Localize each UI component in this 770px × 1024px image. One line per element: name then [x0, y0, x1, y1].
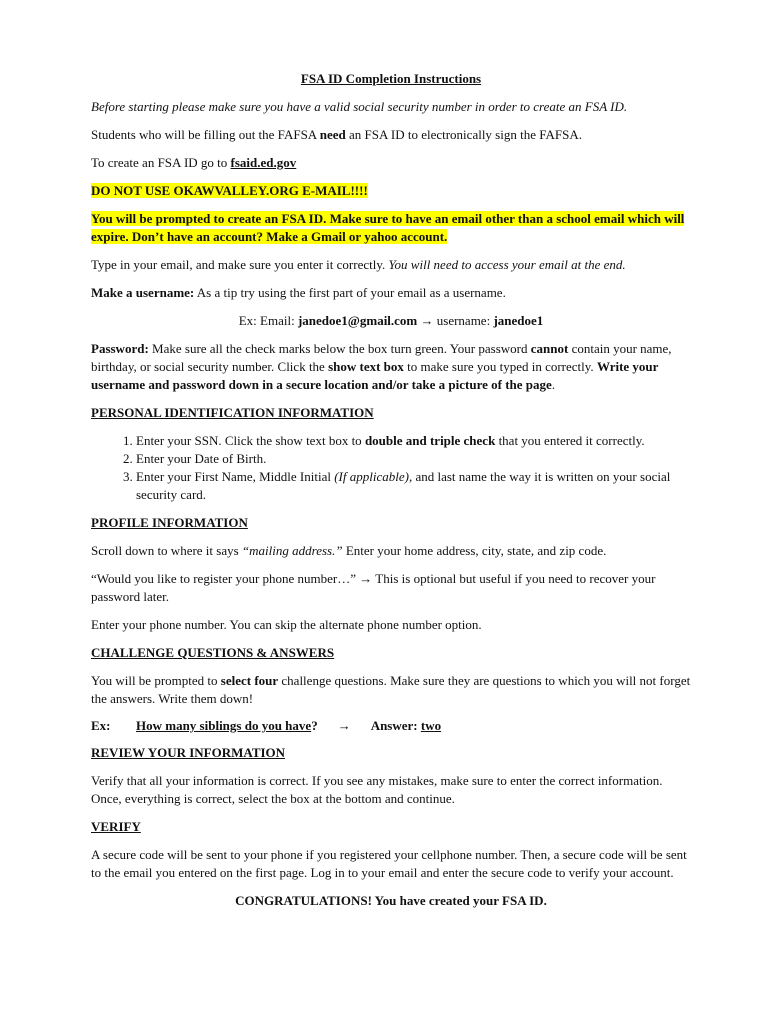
username-text: As a tip try using the first part of your email as a username. — [194, 285, 506, 300]
list-item: 2. Enter your Date of Birth. — [136, 450, 691, 468]
password-paragraph — [91, 340, 691, 394]
example-email: janedoe1@gmail.com — [297, 313, 418, 328]
example-paragraph — [91, 312, 691, 330]
password-text-2: contain your name, birthday, or social security number. Click the — [91, 341, 672, 374]
warning-create-paragraph — [91, 210, 691, 246]
example-answer-label: Answer: — [370, 718, 421, 733]
personal-list — [91, 432, 691, 504]
verify-paragraph: A secure code will be sent to your phone if you registered your cellphone number. Then, a secure code will be sent to the email you entered on the first page. Log in to your email and enter the secure code to verify your account. — [91, 847, 687, 880]
email-text: Type in your email, and make sure you enter it correctly. — [91, 257, 389, 272]
students-text-end: an FSA ID to electronically sign the FAFSA. — [345, 127, 582, 142]
password-end: . — [551, 377, 556, 392]
if-applicable-note: (If applicable) — [334, 469, 409, 484]
double-check-emphasis: double and triple check — [364, 433, 496, 448]
congratulations-line: CONGRATULATIONS! You have created your FSA ID. — [235, 893, 547, 908]
item1-text: Enter your SSN. Click the show text box to — [136, 433, 365, 448]
password-text-1: Make sure all the check marks below the box turn green. Your password — [148, 341, 531, 356]
example-prefix: Ex: Email: — [238, 313, 298, 328]
email-paragraph — [91, 256, 691, 274]
password-label: Password: — [91, 341, 149, 356]
warning-create-account: You will be prompted to create an FSA ID. Make sure to have an email other than a school email which will expire. Don’t have an account? Make a Gmail or yahoo account. — [91, 211, 685, 244]
challenge-example — [91, 718, 691, 734]
username-label: Make a username: — [91, 285, 195, 300]
enter-phone-paragraph: Enter your phone number. You can skip the alternate phone number option. — [91, 617, 482, 632]
scroll-text-end: Enter your home address, city, state, and zip code. — [342, 543, 607, 558]
example-label: Ex: — [91, 718, 111, 733]
item3-text: Enter your First Name, Middle Initial — [136, 469, 335, 484]
verify-heading: VERIFY — [91, 819, 141, 834]
example-answer: two — [420, 718, 442, 733]
list-item — [136, 432, 691, 450]
scroll-paragraph — [91, 542, 691, 560]
item3-text-end: , and last name the way it is written on your social security card. — [136, 469, 671, 502]
example-question-wrap — [136, 718, 318, 734]
mailing-address-quote: “mailing address.” — [241, 543, 343, 558]
example-answer-wrap — [371, 718, 441, 734]
review-heading: REVIEW YOUR INFORMATION — [91, 745, 286, 760]
document-page — [91, 70, 691, 910]
item1-text-end: that you entered it correctly. — [495, 433, 645, 448]
personal-heading: PERSONAL IDENTIFICATION INFORMATION — [91, 405, 374, 420]
arrow-right-icon: → — [359, 571, 373, 586]
phone-paragraph — [91, 570, 691, 606]
fsaid-link[interactable]: fsaid.ed.gov — [230, 155, 297, 170]
students-paragraph — [91, 126, 691, 144]
challenge-text: You will be prompted to — [91, 673, 221, 688]
profile-heading: PROFILE INFORMATION — [91, 515, 248, 530]
review-paragraph: Verify that all your information is correct. If you see any mistakes, make sure to enter the correct information. Once, everything is correct, select the box at the bottom and continue. — [91, 773, 663, 806]
example-question: How many siblings do you have — [136, 718, 312, 733]
password-text-3: to make sure you typed in correctly. — [403, 359, 597, 374]
arrow-right-icon: → — [337, 718, 351, 733]
select-four-emphasis: select four — [220, 673, 279, 688]
document-title: FSA ID Completion Instructions — [300, 71, 482, 86]
create-paragraph — [91, 154, 691, 172]
challenge-heading: CHALLENGE QUESTIONS & ANSWERS — [91, 645, 335, 660]
list-item — [136, 468, 691, 504]
create-text: To create an FSA ID go to — [91, 155, 231, 170]
scroll-text: Scroll down to where it says — [91, 543, 242, 558]
students-text: Students who will be filling out the FAFSA — [91, 127, 320, 142]
cannot-emphasis: cannot — [530, 341, 569, 356]
example-middle: → username: — [417, 313, 494, 328]
username-paragraph — [91, 284, 691, 302]
challenge-text-end: challenge questions. Make sure they are questions to which you will not forget the answers. Write them down! — [91, 673, 691, 706]
phone-question: “Would you like to register your phone number…” — [91, 571, 360, 586]
challenge-paragraph — [91, 672, 691, 708]
warning-email-paragraph — [91, 182, 691, 200]
email-note: You will need to access your email at the end. — [388, 257, 626, 272]
show-text-box-emphasis: show text box — [328, 359, 404, 374]
need-emphasis: need — [319, 127, 346, 142]
intro-paragraph: Before starting please make sure you have a valid social security number in order to create an FSA ID. — [91, 99, 628, 114]
example-question-mark: ? — [311, 718, 318, 733]
write-down-emphasis: Write your username and password down in a secure location and/or take a picture of the page — [91, 359, 659, 392]
example-username: janedoe1 — [493, 313, 544, 328]
warning-no-school-email: DO NOT USE OKAWVALLEY.ORG E-MAIL!!!! — [91, 183, 368, 198]
phone-text: This is optional but useful if you need to recover your password later. — [91, 571, 656, 604]
